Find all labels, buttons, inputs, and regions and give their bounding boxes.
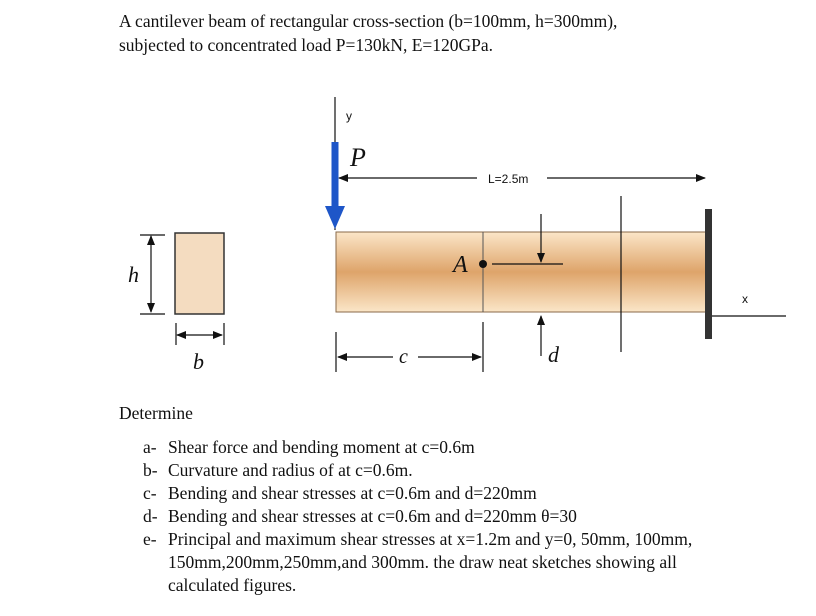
task-text: Bending and shear stresses at c=0.6m and d=220mm xyxy=(168,483,537,503)
y-axis-label: y xyxy=(346,109,352,123)
determine-heading: Determine xyxy=(119,403,193,423)
x-axis-label: x xyxy=(742,292,748,306)
task-marker: a- xyxy=(143,437,157,457)
task-list xyxy=(143,436,728,597)
cross-section xyxy=(128,233,224,374)
task-text: Principal and maximum shear stresses at x=1.2m and y=0, 50mm, 100mm, 150mm,200mm,250mm,and 300mm. the draw neat sketches showing all calculated figures. xyxy=(168,529,693,595)
point-a-dot xyxy=(479,260,487,268)
length-label: L=2.5m xyxy=(488,172,529,186)
task-text: Shear force and bending moment at c=0.6m xyxy=(168,437,475,457)
task-marker: d- xyxy=(143,506,158,526)
task-marker: c- xyxy=(143,483,157,503)
d-label: d xyxy=(548,342,559,367)
beam xyxy=(336,232,707,312)
task-item xyxy=(143,505,728,528)
point-a-label: A xyxy=(453,252,468,278)
task-text: Curvature and radius of at c=0.6m. xyxy=(168,460,413,480)
task-item xyxy=(143,436,728,459)
task-item xyxy=(143,482,728,505)
cross-section-rect xyxy=(175,233,224,314)
task-text: Bending and shear stresses at c=0.6m and d=220mm θ=30 xyxy=(168,506,577,526)
b-label: b xyxy=(193,349,204,374)
task-marker: b- xyxy=(143,460,158,480)
task-marker: e- xyxy=(143,529,157,549)
load-arrow xyxy=(325,142,345,229)
load-arrow-shaft xyxy=(332,142,339,210)
task-item xyxy=(143,459,728,482)
c-label: c xyxy=(399,346,408,368)
task-item xyxy=(143,528,728,597)
problem-line-1: A cantilever beam of rectangular cross-section (b=100mm, h=300mm), xyxy=(119,11,618,31)
load-arrow-head xyxy=(325,206,345,229)
load-label: P xyxy=(350,143,366,172)
fixed-wall xyxy=(705,209,712,339)
problem-line-2: subjected to concentrated load P=130kN, E=120GPa. xyxy=(119,35,494,55)
h-label: h xyxy=(128,262,139,287)
